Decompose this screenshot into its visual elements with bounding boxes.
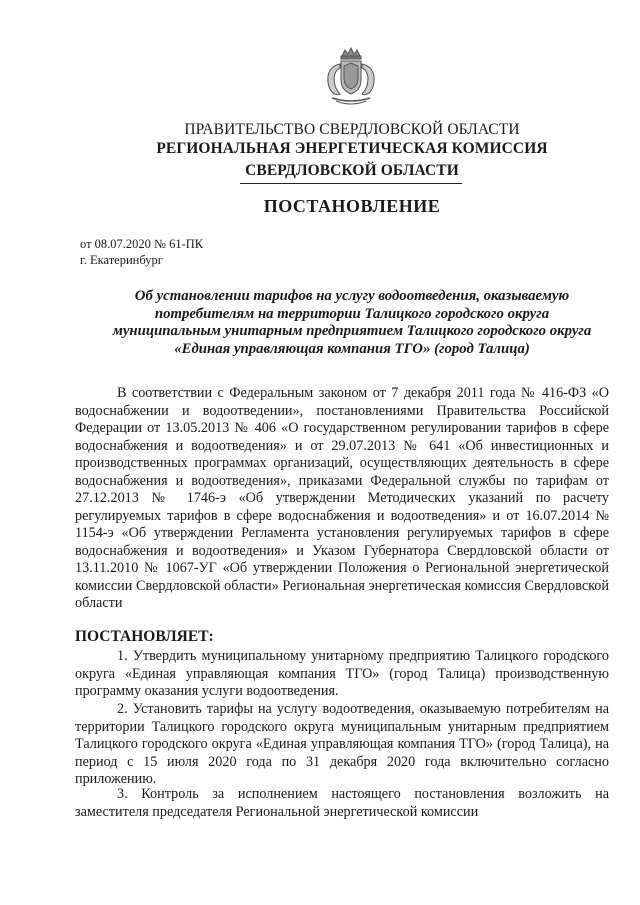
document-subject: Об установлении тарифов на услугу водоотведения, оказываемую потребителям на территории Талицкого городского округа муниципальным унитарным предприятием Талицкого городского округа «Единая управляющая компания ТГО» (город Талица) [112,288,592,357]
org-commission-title: РЕГИОНАЛЬНАЯ ЭНЕРГЕТИЧЕСКАЯ КОМИССИЯ [156,140,548,157]
decree-item-2: 2. Установить тарифы на услугу водоотведения, оказываемую потребителям на территории Талицкого городского округа муниципальным унитарным предприятием Талицкого городского округа «Единая управляющая компания ТГО» (город Талица), на период с 15 июля 2020 года по 31 декабря 2020 года включительно согласно приложению. [75,701,609,787]
decree-word: ПОСТАНОВЛЯЕТ: [75,628,214,645]
document-date-number: от 08.07.2020 № 61-ПК [80,237,204,251]
org-government-title: ПРАВИТЕЛЬСТВО СВЕРДЛОВСКОЙ ОБЛАСТИ [184,121,520,138]
document-type-title: ПОСТАНОВЛЕНИЕ [263,196,441,216]
preamble-paragraph: В соответствии с Федеральным законом от 7 декабря 2011 года № 416-ФЗ «О водоснабжении и водоотведении», постановлениями Правительства Российской Федерации от 13.05.2013 № 406 «О государственном регулировании тарифов в сфере водоснабжения и водоотведения» и от 29.07.2013 № 641 «Об инвестиционных и производственных программах организаций, осуществляющих деятельность в сфере водоснабжения и водоотведения», приказами Федеральной службы по тарифам от 27.12.2013 № 1746-э «Об утверждении Методических указаний по расчету регулируемых тарифов в сфере водоснабжения и водоотведения» и от 16.07.2014 № 1154-э «Об утверждении Регламента установления регулируемых тарифов в сфере водоснабжения и водоотведения» и Указом Губернатора Свердловской области от 13.11.2010 № 1067-УГ «Об утверждении Положения о Региональной энергетической комиссии Свердловской области» Региональная энергетическая комиссия Свердловской области [75,385,609,611]
decree-item-1: 1. Утвердить муниципальному унитарному предприятию Талицкого городского округа «Единая управляющая компания ТГО» (город Талица) производственную программу оказания услуги водоотведения. [75,648,609,699]
document-city: г. Екатеринбург [80,253,163,267]
coat-of-arms-emblem-icon [318,46,384,112]
decree-item-3: 3. Контроль за исполнением настоящего постановления возложить на заместителя председателя Региональной энергетической комиссии [75,786,609,820]
org-region-title: СВЕРДЛОВСКОЙ ОБЛАСТИ [245,162,459,179]
header-divider [240,183,462,184]
